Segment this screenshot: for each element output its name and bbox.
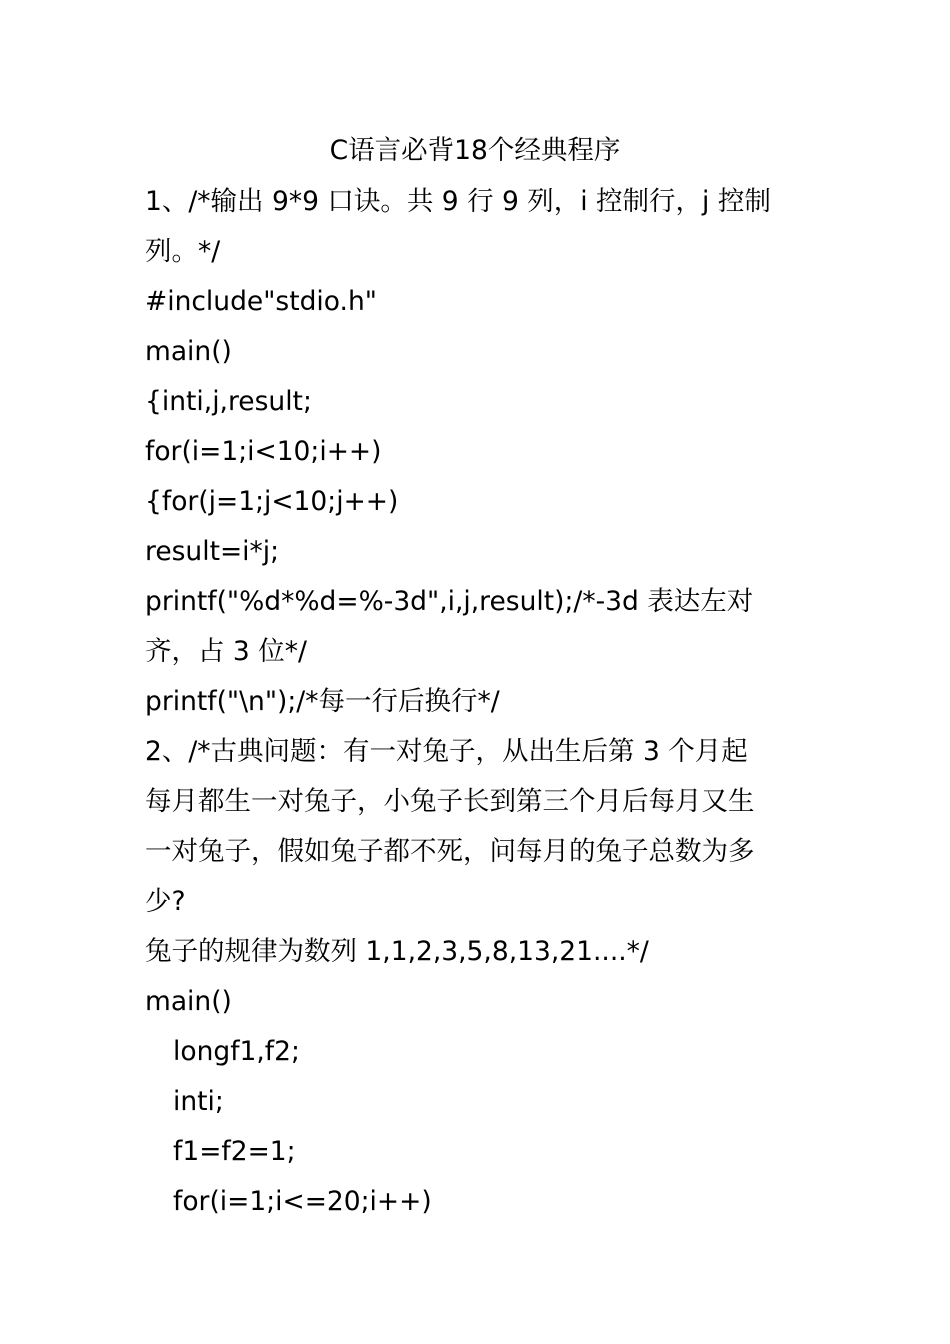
text-line: 一对兔子，假如兔子都不死，问每月的兔子总数为多	[145, 836, 755, 867]
code-line: longf1,f2;	[173, 1036, 300, 1067]
text-line: 兔子的规律为数列 1,1,2,3,5,8,13,21....*/	[145, 936, 649, 967]
document-body	[145, 177, 815, 1227]
code-line: {inti,j,result;	[145, 386, 312, 417]
code-line: result=i*j;	[145, 536, 280, 567]
code-line: main()	[145, 986, 232, 1017]
code-line: {for(j=1;j<10;j++)	[145, 486, 399, 517]
text-line: 每月都生一对兔子，小兔子长到第三个月后每月又生	[145, 786, 755, 817]
text-line: 1、/*输出 9*9 口诀。共 9 行 9 列，i 控制行，j 控制	[145, 186, 771, 217]
code-line: printf("%d*%d=%-3d",i,j,result);/*-3d 表达左对	[145, 586, 754, 617]
text-line: 齐，占 3 位*/	[145, 636, 307, 667]
code-line: main()	[145, 336, 232, 367]
code-line: inti;	[173, 1086, 224, 1117]
document-title: C语言必背18个经典程序	[329, 135, 621, 166]
text-line: 2、/*古典问题：有一对兔子，从出生后第 3 个月起	[145, 736, 748, 767]
code-line: for(i=1;i<10;i++)	[145, 436, 382, 467]
code-line: printf("\n");/*每一行后换行*/	[145, 686, 500, 717]
text-line: 少?	[145, 886, 186, 917]
code-line: f1=f2=1;	[173, 1136, 296, 1167]
text-line: 列。*/	[145, 236, 221, 267]
code-line: for(i=1;i<=20;i++)	[173, 1186, 432, 1217]
code-line: #include"stdio.h"	[145, 286, 377, 317]
